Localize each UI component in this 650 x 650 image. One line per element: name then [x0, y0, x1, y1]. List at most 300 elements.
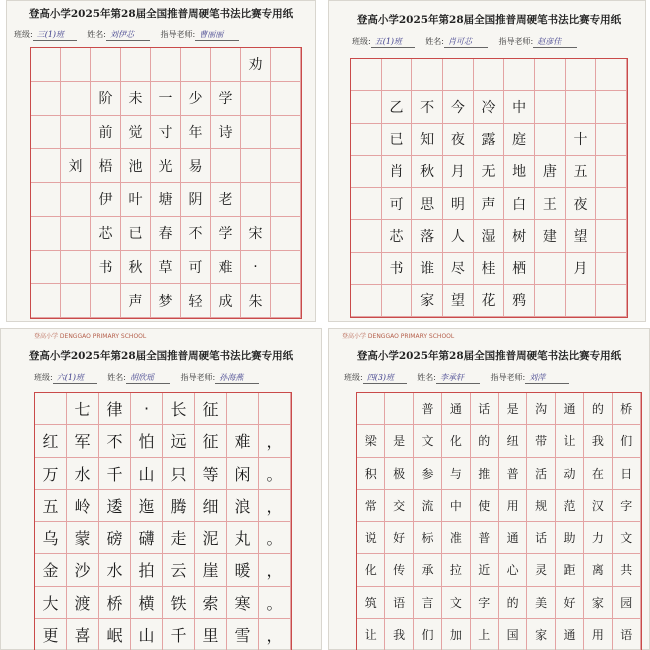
grid-cell: 湿 — [474, 220, 505, 252]
grid-cell — [351, 253, 382, 285]
grid-cell — [596, 124, 627, 156]
grid-cell: 我 — [584, 425, 612, 457]
grid-cell — [271, 116, 301, 150]
grid-cell — [382, 285, 413, 317]
grid-cell: 无 — [474, 156, 505, 188]
grid-cell: 筑 — [357, 587, 385, 619]
grid-cell — [351, 188, 382, 220]
grid-cell: ， — [259, 554, 291, 586]
grid-cell: 家 — [412, 285, 443, 317]
grid-cell — [351, 59, 382, 91]
grid-cell: 征 — [195, 425, 227, 457]
grid-cell: 中 — [442, 490, 470, 522]
grid-cell: 不 — [99, 425, 131, 457]
student-name: 胡欣瑶 — [126, 372, 170, 384]
grid-cell: 光 — [151, 149, 181, 183]
grid-cell — [271, 284, 301, 318]
grid-cell: 乙 — [382, 91, 413, 123]
grid-cell: 大 — [35, 587, 67, 619]
grid-cell: 活 — [527, 458, 555, 490]
grid-cell: 肖 — [382, 156, 413, 188]
grid-cell: 老 — [211, 183, 241, 217]
grid-cell: 红 — [35, 425, 67, 457]
grid-cell — [121, 48, 151, 82]
grid-cell: 规 — [527, 490, 555, 522]
grid-cell: 泥 — [195, 522, 227, 554]
grid-cell: 化 — [357, 554, 385, 586]
grid-cell: 觉 — [121, 116, 151, 150]
grid-cell: 近 — [471, 554, 499, 586]
grid-cell: 积 — [357, 458, 385, 490]
grid-cell: 难 — [211, 251, 241, 285]
grid-cell — [351, 156, 382, 188]
grid-cell: 夜 — [443, 124, 474, 156]
grid-cell: 不 — [412, 91, 443, 123]
grid-cell — [596, 220, 627, 252]
grid-cell — [31, 217, 61, 251]
grid-cell — [61, 183, 91, 217]
grid-cell — [31, 251, 61, 285]
grid-cell: 难 — [227, 425, 259, 457]
grid-cell: 流 — [414, 490, 442, 522]
grid-cell — [211, 48, 241, 82]
grid-cell: 未 — [121, 82, 151, 116]
writing-grid — [356, 392, 642, 650]
grid-cell: 少 — [181, 82, 211, 116]
class-value: 三(1)班 — [33, 29, 77, 41]
grid-cell: 动 — [556, 458, 584, 490]
grid-cell: 家 — [527, 619, 555, 650]
sheet-title: 登高小学2025年第28届全国推普周硬笔书法比赛专用纸 — [28, 8, 294, 20]
sheet-info-row: 班级: 四(3)班 姓名: 李承轩 指导老师: 刘萍 — [344, 372, 569, 384]
grid-cell: 白 — [504, 188, 535, 220]
grid-cell: 宋 — [241, 217, 271, 251]
calligraphy-sheet-2 — [328, 0, 650, 322]
grid-cell: 沙 — [67, 554, 99, 586]
grid-cell: 沟 — [527, 393, 555, 425]
grid-cell: 距 — [556, 554, 584, 586]
teacher-name: 赵彦佳 — [533, 36, 577, 48]
grid-cell: 千 — [99, 458, 131, 490]
grid-cell: 长 — [163, 393, 195, 425]
grid-cell: 铁 — [163, 587, 195, 619]
grid-cell — [596, 59, 627, 91]
grid-cell: 山 — [131, 458, 163, 490]
grid-cell: 等 — [195, 458, 227, 490]
grid-cell: 千 — [163, 619, 195, 650]
grid-cell: 轻 — [181, 284, 211, 318]
grid-cell: 共 — [613, 554, 641, 586]
grid-cell: 标 — [414, 522, 442, 554]
grid-cell — [566, 59, 597, 91]
grid-cell: · — [241, 251, 271, 285]
grid-cell: 七 — [67, 393, 99, 425]
grid-cell: 普 — [499, 458, 527, 490]
grid-cell: 夜 — [566, 188, 597, 220]
grid-cell: 尽 — [443, 253, 474, 285]
grid-cell: 草 — [151, 251, 181, 285]
grid-cell: 寒 — [227, 587, 259, 619]
grid-cell: 极 — [385, 458, 413, 490]
grid-cell — [31, 48, 61, 82]
grid-cell: 望 — [443, 285, 474, 317]
grid-cell — [61, 284, 91, 318]
class-value: 五(1)班 — [371, 36, 415, 48]
grid-cell — [382, 59, 413, 91]
grid-cell: 的 — [584, 393, 612, 425]
grid-cell — [596, 156, 627, 188]
grid-cell — [596, 285, 627, 317]
student-name: 刘伊芯 — [106, 29, 150, 41]
grid-cell: 推 — [471, 458, 499, 490]
grid-cell: 传 — [385, 554, 413, 586]
teacher-name: 刘萍 — [525, 372, 569, 384]
grid-cell: 落 — [412, 220, 443, 252]
grid-cell — [241, 116, 271, 150]
grid-cell: 与 — [442, 458, 470, 490]
grid-cell: 文 — [613, 522, 641, 554]
grid-cell: ， — [259, 619, 291, 650]
grid-cell: 话 — [471, 393, 499, 425]
grid-cell: 已 — [382, 124, 413, 156]
grid-cell — [181, 48, 211, 82]
grid-cell: 芯 — [382, 220, 413, 252]
grid-cell: 不 — [181, 217, 211, 251]
grid-cell: 里 — [195, 619, 227, 650]
teacher-name: 孙海燕 — [215, 372, 259, 384]
school-logo: 登高小学 DENGGAO PRIMARY SCHOOL — [34, 333, 147, 340]
grid-cell: 年 — [181, 116, 211, 150]
grid-cell: 。 — [259, 522, 291, 554]
grid-cell — [271, 251, 301, 285]
grid-cell: 岭 — [67, 490, 99, 522]
grid-cell: 可 — [382, 188, 413, 220]
grid-cell: 军 — [67, 425, 99, 457]
grid-cell: 栖 — [504, 253, 535, 285]
grid-cell — [271, 217, 301, 251]
grid-cell: 迤 — [131, 490, 163, 522]
grid-cell: 离 — [584, 554, 612, 586]
grid-cell: 好 — [556, 587, 584, 619]
grid-cell: 话 — [527, 522, 555, 554]
grid-cell: 梧 — [91, 149, 121, 183]
sheet-info-row: 班级: 六(1)班 姓名: 胡欣瑶 指导老师: 孙海燕 — [34, 372, 259, 384]
grid-cell — [241, 149, 271, 183]
grid-cell: 普 — [471, 522, 499, 554]
grid-cell: 明 — [443, 188, 474, 220]
grid-cell: 易 — [181, 149, 211, 183]
grid-cell — [271, 48, 301, 82]
grid-cell — [31, 82, 61, 116]
grid-cell — [596, 188, 627, 220]
grid-cell: 文 — [442, 587, 470, 619]
grid-cell: 十 — [566, 124, 597, 156]
grid-cell — [151, 48, 181, 82]
grid-cell: 。 — [259, 587, 291, 619]
grid-cell: 我 — [385, 619, 413, 650]
grid-cell: 秋 — [121, 251, 151, 285]
sheet-info-row: 班级: 五(1)班 姓名: 肖可芯 指导老师: 赵彦佳 — [352, 36, 577, 48]
grid-cell: 浪 — [227, 490, 259, 522]
grid-cell: 远 — [163, 425, 195, 457]
sheet-info-row: 班级: 三(1)班 姓名: 刘伊芯 指导老师: 曹丽丽 — [14, 29, 239, 41]
grid-cell: 们 — [613, 425, 641, 457]
grid-cell: 征 — [195, 393, 227, 425]
grid-cell: 寸 — [151, 116, 181, 150]
grid-cell: 庭 — [504, 124, 535, 156]
grid-cell — [351, 91, 382, 123]
grid-cell: 上 — [471, 619, 499, 650]
grid-cell: 桥 — [613, 393, 641, 425]
grid-cell: 文 — [414, 425, 442, 457]
grid-cell — [535, 285, 566, 317]
grid-cell: 可 — [181, 251, 211, 285]
writing-grid — [34, 392, 292, 650]
grid-cell: 美 — [527, 587, 555, 619]
grid-cell — [271, 149, 301, 183]
grid-cell — [443, 59, 474, 91]
grid-cell: 横 — [131, 587, 163, 619]
grid-cell: 桂 — [474, 253, 505, 285]
grid-cell: 纽 — [499, 425, 527, 457]
grid-cell: 万 — [35, 458, 67, 490]
grid-cell — [259, 393, 291, 425]
grid-cell: 蒙 — [67, 522, 99, 554]
grid-cell: 岷 — [99, 619, 131, 650]
grid-cell: 唐 — [535, 156, 566, 188]
grid-cell — [61, 217, 91, 251]
grid-cell: 知 — [412, 124, 443, 156]
grid-cell: 让 — [357, 619, 385, 650]
grid-cell — [535, 253, 566, 285]
grid-cell: 学 — [211, 217, 241, 251]
grid-cell: 五 — [35, 490, 67, 522]
grid-cell: 渡 — [67, 587, 99, 619]
sheet-title: 登高小学2025年第28届全国推普周硬笔书法比赛专用纸 — [28, 350, 294, 362]
grid-cell — [271, 82, 301, 116]
grid-cell: 书 — [91, 251, 121, 285]
grid-cell: 刘 — [61, 149, 91, 183]
grid-cell: 是 — [385, 425, 413, 457]
grid-cell: 暖 — [227, 554, 259, 586]
grid-cell: 学 — [211, 82, 241, 116]
grid-cell: 诗 — [211, 116, 241, 150]
grid-cell: 走 — [163, 522, 195, 554]
grid-cell — [535, 59, 566, 91]
grid-cell: 语 — [385, 587, 413, 619]
calligraphy-sheet-3 — [0, 328, 322, 650]
grid-cell: 的 — [499, 587, 527, 619]
grid-cell: 加 — [442, 619, 470, 650]
grid-cell — [357, 393, 385, 425]
grid-cell: 人 — [443, 220, 474, 252]
grid-cell: 朱 — [241, 284, 271, 318]
grid-cell: 成 — [211, 284, 241, 318]
grid-cell: 国 — [499, 619, 527, 650]
grid-cell — [504, 59, 535, 91]
grid-cell: 王 — [535, 188, 566, 220]
grid-cell: 只 — [163, 458, 195, 490]
writing-grid — [30, 47, 302, 319]
grid-cell: 山 — [131, 619, 163, 650]
grid-cell: 阴 — [181, 183, 211, 217]
grid-cell — [61, 251, 91, 285]
grid-cell: 好 — [385, 522, 413, 554]
grid-cell: 逶 — [99, 490, 131, 522]
grid-cell: 汉 — [584, 490, 612, 522]
grid-cell: 中 — [504, 91, 535, 123]
grid-cell: 鸦 — [504, 285, 535, 317]
grid-cell: 灵 — [527, 554, 555, 586]
grid-cell: 承 — [414, 554, 442, 586]
grid-cell — [566, 91, 597, 123]
grid-cell — [61, 82, 91, 116]
grid-cell — [61, 116, 91, 150]
grid-cell: 叶 — [121, 183, 151, 217]
grid-cell: 月 — [566, 253, 597, 285]
class-value: 四(3)班 — [363, 372, 407, 384]
grid-cell: 前 — [91, 116, 121, 150]
grid-cell: 的 — [471, 425, 499, 457]
grid-cell — [566, 285, 597, 317]
grid-cell: 月 — [443, 156, 474, 188]
grid-cell — [227, 393, 259, 425]
grid-cell: 塘 — [151, 183, 181, 217]
grid-cell: 池 — [121, 149, 151, 183]
sheet-title: 登高小学2025年第28届全国推普周硬笔书法比赛专用纸 — [356, 350, 622, 362]
grid-cell: 字 — [471, 587, 499, 619]
grid-cell — [241, 82, 271, 116]
grid-cell: 交 — [385, 490, 413, 522]
student-name: 李承轩 — [436, 372, 480, 384]
grid-cell: 助 — [556, 522, 584, 554]
grid-cell: 是 — [499, 393, 527, 425]
grid-cell: 用 — [499, 490, 527, 522]
grid-cell: 闲 — [227, 458, 259, 490]
grid-cell: ， — [259, 425, 291, 457]
grid-cell: 准 — [442, 522, 470, 554]
grid-cell — [91, 48, 121, 82]
grid-cell: 今 — [443, 91, 474, 123]
grid-cell: 丸 — [227, 522, 259, 554]
grid-cell: 语 — [613, 619, 641, 650]
grid-cell: 字 — [613, 490, 641, 522]
grid-cell: 伊 — [91, 183, 121, 217]
grid-cell: ， — [259, 490, 291, 522]
grid-cell: 云 — [163, 554, 195, 586]
grid-cell: 春 — [151, 217, 181, 251]
grid-cell — [596, 253, 627, 285]
grid-cell — [35, 393, 67, 425]
grid-cell: 普 — [414, 393, 442, 425]
grid-cell: 劝 — [241, 48, 271, 82]
grid-cell: 索 — [195, 587, 227, 619]
grid-cell: 乌 — [35, 522, 67, 554]
grid-cell: 磅 — [99, 522, 131, 554]
grid-cell — [91, 284, 121, 318]
grid-cell — [535, 91, 566, 123]
grid-cell: 律 — [99, 393, 131, 425]
grid-cell: 通 — [556, 619, 584, 650]
grid-cell: 力 — [584, 522, 612, 554]
grid-cell — [385, 393, 413, 425]
grid-cell: 带 — [527, 425, 555, 457]
grid-cell: 通 — [442, 393, 470, 425]
calligraphy-sheet-4 — [328, 328, 650, 650]
teacher-name: 曹丽丽 — [195, 29, 239, 41]
grid-cell: 通 — [556, 393, 584, 425]
grid-cell — [474, 59, 505, 91]
grid-cell: 更 — [35, 619, 67, 650]
grid-cell: 通 — [499, 522, 527, 554]
grid-cell: 们 — [414, 619, 442, 650]
grid-cell: 在 — [584, 458, 612, 490]
grid-cell — [412, 59, 443, 91]
grid-cell: 五 — [566, 156, 597, 188]
grid-cell: 芯 — [91, 217, 121, 251]
grid-cell: 花 — [474, 285, 505, 317]
grid-cell: 雪 — [227, 619, 259, 650]
grid-cell — [31, 149, 61, 183]
grid-cell: 拉 — [442, 554, 470, 586]
grid-cell — [241, 183, 271, 217]
grid-cell: 崖 — [195, 554, 227, 586]
grid-cell: 让 — [556, 425, 584, 457]
grid-cell: 参 — [414, 458, 442, 490]
grid-cell: · — [131, 393, 163, 425]
grid-cell — [351, 285, 382, 317]
grid-cell: 树 — [504, 220, 535, 252]
grid-cell — [61, 48, 91, 82]
grid-cell: 拍 — [131, 554, 163, 586]
grid-cell: 水 — [99, 554, 131, 586]
grid-cell: 秋 — [412, 156, 443, 188]
grid-cell: 梁 — [357, 425, 385, 457]
calligraphy-sheet-1 — [0, 0, 322, 322]
grid-cell — [211, 149, 241, 183]
grid-cell: 望 — [566, 220, 597, 252]
grid-cell: 礴 — [131, 522, 163, 554]
sheet-title: 登高小学2025年第28届全国推普周硬笔书法比赛专用纸 — [356, 14, 622, 26]
grid-cell: 腾 — [163, 490, 195, 522]
grid-cell: 说 — [357, 522, 385, 554]
grid-cell: 化 — [442, 425, 470, 457]
grid-cell: 。 — [259, 458, 291, 490]
grid-cell: 建 — [535, 220, 566, 252]
grid-cell — [535, 124, 566, 156]
grid-cell: 书 — [382, 253, 413, 285]
grid-cell — [31, 116, 61, 150]
grid-cell: 一 — [151, 82, 181, 116]
grid-cell: 梦 — [151, 284, 181, 318]
grid-cell: 冷 — [474, 91, 505, 123]
grid-cell: 地 — [504, 156, 535, 188]
grid-cell — [351, 124, 382, 156]
grid-cell: 桥 — [99, 587, 131, 619]
class-value: 六(1)班 — [53, 372, 97, 384]
student-name: 肖可芯 — [444, 36, 488, 48]
grid-cell: 声 — [121, 284, 151, 318]
grid-cell: 谁 — [412, 253, 443, 285]
grid-cell: 使 — [471, 490, 499, 522]
grid-cell: 水 — [67, 458, 99, 490]
grid-cell: 怕 — [131, 425, 163, 457]
grid-cell: 言 — [414, 587, 442, 619]
grid-cell — [351, 220, 382, 252]
grid-cell — [31, 284, 61, 318]
grid-cell: 细 — [195, 490, 227, 522]
school-logo: 登高小学 DENGGAO PRIMARY SCHOOL — [342, 333, 455, 340]
